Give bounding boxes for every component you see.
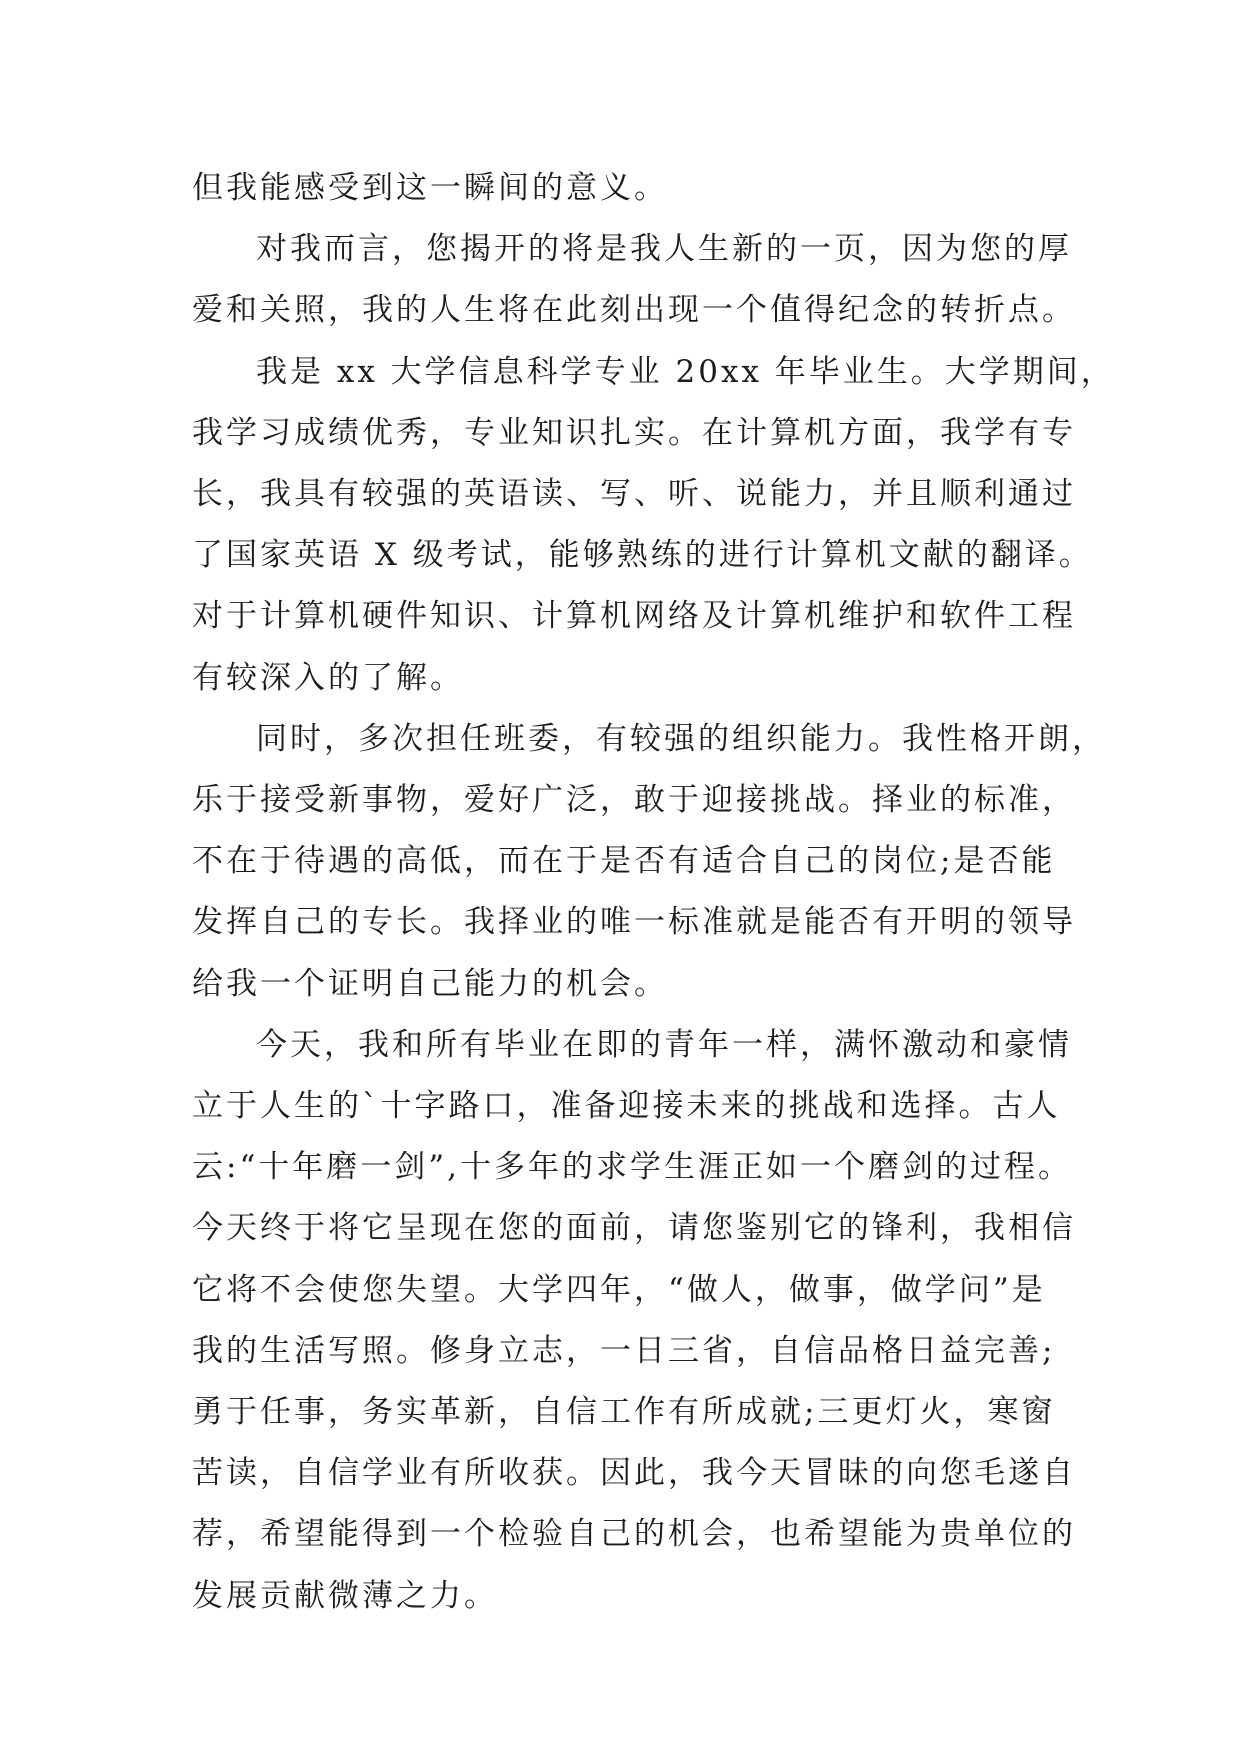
text-line: 对于计算机硬件知识、计算机网络及计算机维护和软件工程 [192,598,1076,635]
text-line: 同时，多次担任班委，有较强的组织能力。我性格开朗， [256,720,1106,757]
paragraph-3 [192,342,1115,709]
text-line: 了国家英语 X 级考试，能够熟练的进行计算机文献的翻译。 [192,537,1093,574]
text-line: 不在于待遇的高低，而在于是否有适合自己的岗位;是否能 [192,843,1056,880]
text-line: 云:“十年磨一剑”,十多年的求学生涯正如一个磨剑的过程。 [192,1149,1072,1186]
text-line: 发挥自己的专长。我择业的唯一标准就是能否有开明的领导 [192,904,1076,941]
text-line: 乐于接受新事物，爱好广泛，敢于迎接挑战。择业的标准， [192,782,1076,819]
document-body [192,158,1115,1627]
text-line: 它将不会使您失望。大学四年，“做人，做事，做学问”是 [192,1271,1046,1308]
text-line: 爱和关照，我的人生将在此刻出现一个值得纪念的转折点。 [192,292,1076,329]
paragraph-4 [192,709,1106,1015]
paragraph-2 [192,219,1076,341]
paragraph-1 [192,158,1054,219]
paragraph-5 [192,1015,1076,1627]
text-line: 对我而言，您揭开的将是我人生新的一页，因为您的厚 [256,231,1072,268]
text-line: 苦读，自信学业有所收获。因此，我今天冒昧的向您毛遂自 [192,1455,1076,1492]
text-line: 荐，希望能得到一个检验自己的机会，也希望能为贵单位的 [192,1516,1076,1553]
text-line: 我的生活写照。修身立志，一日三省，自信品格日益完善; [192,1332,1056,1369]
text-line: 发展贡献微薄之力。 [192,1577,498,1614]
text-line: 立于人生的`十字路口，准备迎接未来的挑战和选择。古人 [192,1088,1061,1125]
text-line: 勇于任事，务实革新，自信工作有所成就;三更灯火，寒窗 [192,1394,1056,1431]
text-line: 我是 xx 大学信息科学专业 20xx 年毕业生。大学期间， [256,353,1115,390]
text-line: 有较深入的了解。 [192,659,464,696]
text-line: 今天终于将它呈现在您的面前，请您鉴别它的锋利，我相信 [192,1210,1076,1247]
text-line: 今天，我和所有毕业在即的青年一样，满怀激动和豪情 [256,1026,1072,1063]
text-line: 给我一个证明自己能力的机会。 [192,965,668,1002]
text-line: 我学习成绩优秀，专业知识扎实。在计算机方面，我学有专 [192,414,1076,451]
text-line: 但我能感受到这一瞬间的意义。 [192,170,668,206]
text-line: 长，我具有较强的英语读、写、听、说能力，并且顺利通过 [192,476,1076,513]
